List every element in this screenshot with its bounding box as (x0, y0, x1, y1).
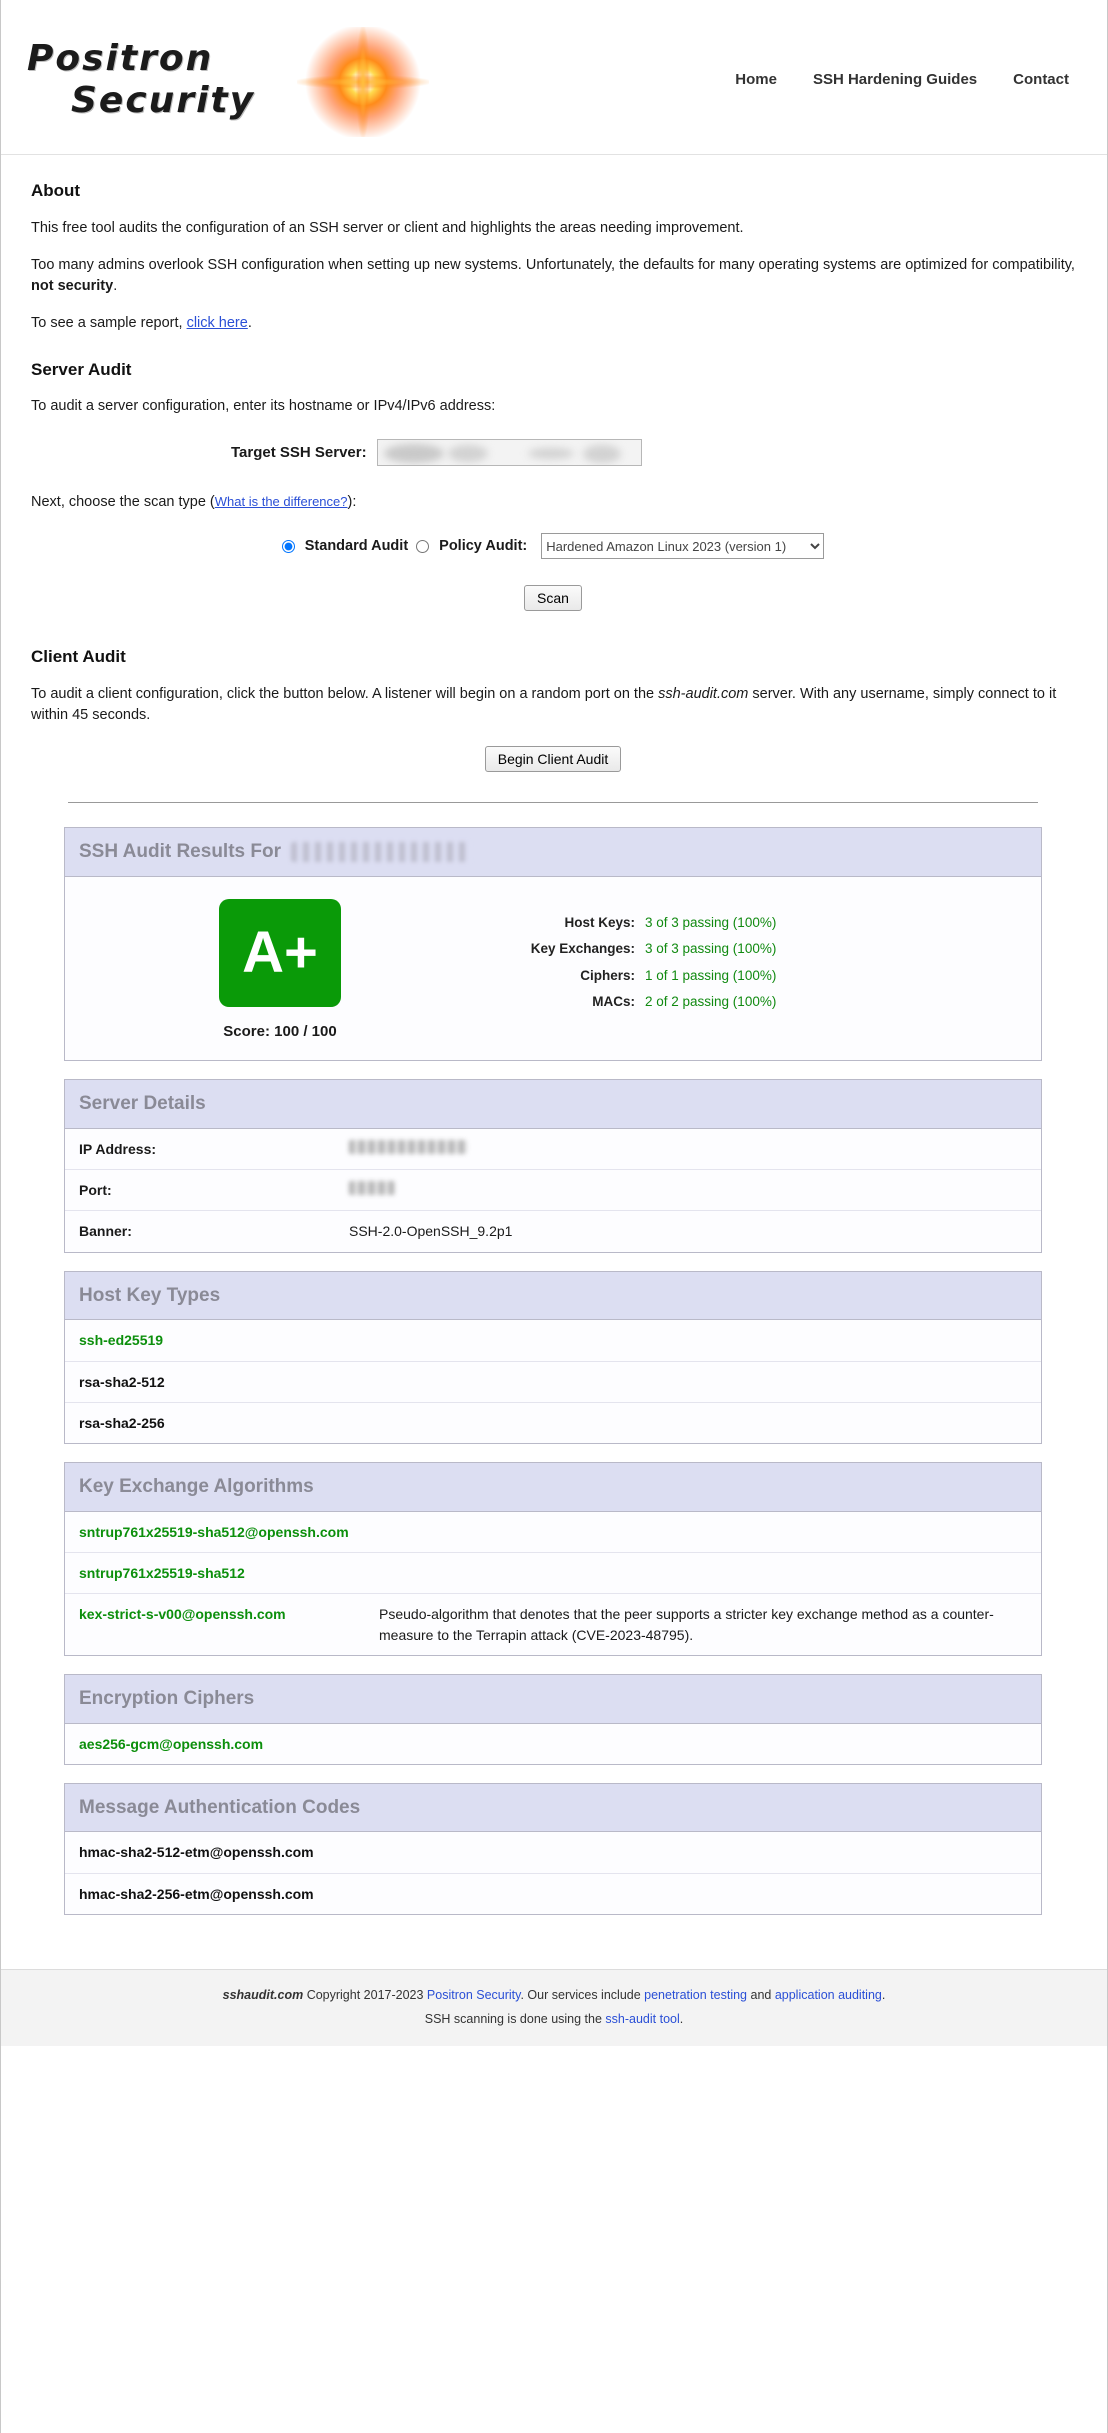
table-row (65, 1211, 1041, 1252)
nav-item-contact[interactable]: Contact (1013, 70, 1069, 88)
server-details-table (65, 1129, 1041, 1252)
table-row (65, 1832, 1041, 1873)
kex-note (365, 1553, 1041, 1594)
stat-row (495, 966, 1041, 986)
about-paragraph-1: This free tool audits the configuration of an SSH server or client and highlights the areas needing improvement. (31, 219, 744, 236)
server-details-panel (64, 1079, 1042, 1252)
about-p2-text-b: . (113, 277, 118, 294)
target-server-input[interactable] (377, 439, 642, 466)
score-body (65, 877, 1041, 1061)
detail-value-banner: SSH-2.0-OpenSSH_9.2p1 (335, 1211, 1041, 1252)
ip-redacted (349, 1140, 467, 1154)
footer-and-text: and (747, 1987, 775, 2002)
main-nav (735, 71, 1075, 88)
logo-line-2: Security (71, 80, 256, 121)
table-row (65, 1129, 1041, 1170)
client-audit-text-a: To audit a client configuration, click the button below. A listener will begin on a random port on the (31, 686, 659, 703)
kex-name: sntrup761x25519-sha512@openssh.com (79, 1523, 349, 1540)
mac-name: hmac-sha2-256-etm@openssh.com (65, 1873, 1041, 1914)
host-key-name: rsa-sha2-512 (65, 1361, 1041, 1402)
table-row (65, 1320, 1041, 1361)
begin-client-audit-button[interactable]: Begin Client Audit (485, 746, 622, 772)
table-row (65, 1170, 1041, 1211)
stat-row (495, 913, 1041, 933)
host-key-types-header: Host Key Types (65, 1272, 1041, 1321)
server-audit-intro: To audit a server configuration, enter its hostname or IPv4/IPv6 address: (31, 398, 496, 415)
host-key-name: ssh-ed25519 (79, 1332, 164, 1349)
results-title: SSH Audit Results For (79, 841, 281, 863)
kex-note: Pseudo-algorithm that denotes that the peer supports a stricter key exchange method as a counter-measure to the Terrapin attack (CVE-2023-48795). (365, 1594, 1041, 1655)
key-exchange-table (65, 1512, 1041, 1655)
footer-line-1 (11, 1988, 1097, 2002)
policy-audit-radio[interactable] (416, 540, 429, 553)
client-audit-button-row (31, 746, 1075, 772)
table-row (65, 1512, 1041, 1553)
logo-text (27, 39, 255, 121)
footer-line2-text-a: SSH scanning is done using the (424, 2011, 606, 2026)
stat-label-key-exchanges: Key Exchanges: (530, 941, 635, 957)
about-p3-text-a: To see a sample report, (31, 314, 187, 331)
about-heading: About (31, 181, 81, 200)
stat-row (495, 939, 1041, 959)
footer-end-text: . (881, 1987, 886, 2002)
footer-line-2 (11, 2012, 1097, 2026)
detail-value-port (335, 1170, 1041, 1211)
table-row (65, 1553, 1041, 1594)
stat-value-host-keys: 3 of 3 passing (100%) (645, 914, 777, 930)
starburst-icon (298, 27, 428, 137)
kex-note (365, 1512, 1041, 1553)
table-row (65, 1402, 1041, 1443)
nav-item-home[interactable]: Home (735, 70, 777, 88)
stat-value-macs: 2 of 2 passing (100%) (645, 994, 777, 1010)
detail-key-ip: IP Address: (79, 1140, 157, 1157)
logo-line-1: Positron (27, 38, 214, 79)
detail-key-port: Port: (65, 1170, 335, 1211)
mac-name: hmac-sha2-512-etm@openssh.com (79, 1844, 314, 1861)
detail-key-banner: Banner: (65, 1211, 335, 1252)
macs-panel (64, 1783, 1042, 1915)
key-exchange-panel (64, 1462, 1042, 1656)
footer-pentest-link[interactable]: penetration testing (644, 1987, 748, 2002)
about-p3-text-b: . (247, 314, 252, 331)
footer-ssh-audit-tool-link[interactable]: ssh-audit tool (605, 2011, 680, 2026)
stat-value-ciphers: 1 of 1 passing (100%) (645, 967, 777, 983)
section-divider (68, 802, 1038, 803)
score-left (65, 899, 495, 1043)
client-audit-text (31, 684, 1075, 726)
stat-label-ciphers: Ciphers: (580, 967, 635, 983)
policy-audit-label[interactable]: Policy Audit: (439, 537, 528, 554)
cipher-name: aes256-gcm@openssh.com (79, 1735, 264, 1752)
policy-select[interactable] (541, 533, 824, 559)
scan-type-row (31, 533, 1075, 559)
scan-type-intro (31, 492, 1075, 513)
main-content (1, 155, 1107, 1943)
footer-company-link[interactable]: Positron Security (426, 1987, 521, 2002)
macs-table (65, 1832, 1041, 1914)
server-audit-heading: Server Audit (31, 359, 132, 379)
stat-value-key-exchanges: 3 of 3 passing (100%) (645, 941, 777, 957)
client-audit-heading: Client Audit (31, 647, 126, 667)
score-text: Score: 100 / 100 (223, 1022, 337, 1040)
score-stats (495, 899, 1041, 1019)
table-row (65, 1361, 1041, 1402)
nav-item-ssh-hardening-guides[interactable]: SSH Hardening Guides (812, 70, 978, 88)
macs-header: Message Authentication Codes (65, 1784, 1041, 1833)
host-key-types-panel (64, 1271, 1042, 1444)
results-panel-header (65, 828, 1041, 877)
site-logo[interactable] (23, 19, 423, 139)
footer-line2-text-b: . (679, 2011, 684, 2026)
stat-row (495, 992, 1041, 1012)
client-audit-text-b: server. With any username, simply connect to it within 45 seconds. (31, 686, 1057, 724)
scan-button-row (31, 585, 1075, 611)
detail-value-ip (335, 1129, 1041, 1170)
site-header (1, 0, 1107, 155)
target-server-field-row (31, 439, 1075, 466)
host-key-name: rsa-sha2-256 (65, 1402, 1041, 1443)
about-p2-bold: not security (31, 277, 114, 294)
standard-audit-radio[interactable] (282, 540, 295, 553)
host-key-types-table (65, 1320, 1041, 1443)
standard-audit-label[interactable]: Standard Audit (304, 537, 409, 554)
key-exchange-header: Key Exchange Algorithms (65, 1463, 1041, 1512)
scan-type-text-b: ): (347, 494, 357, 511)
ciphers-header: Encryption Ciphers (65, 1675, 1041, 1724)
table-row (65, 1594, 1041, 1655)
table-row (65, 1873, 1041, 1914)
site-footer (1, 1969, 1107, 2046)
grade-badge: A+ (219, 899, 341, 1007)
client-audit-server-name: ssh-audit.com (658, 686, 749, 703)
ciphers-panel (64, 1674, 1042, 1765)
about-paragraph-2 (31, 255, 1075, 297)
ciphers-table (65, 1724, 1041, 1764)
footer-copyright: Copyright 2017-2023 (303, 1987, 427, 2002)
port-redacted (349, 1181, 395, 1195)
stat-label-macs: MACs: (592, 994, 635, 1010)
kex-name: sntrup761x25519-sha512 (65, 1553, 365, 1594)
server-details-header: Server Details (65, 1080, 1041, 1129)
scan-button[interactable]: Scan (524, 585, 582, 611)
sample-report-link[interactable]: click here (186, 314, 248, 331)
about-paragraph-3 (31, 313, 1075, 334)
table-row (65, 1724, 1041, 1764)
results-panel (64, 827, 1042, 1061)
footer-site-name: sshaudit.com (222, 1987, 304, 2002)
footer-appaudit-link[interactable]: application auditing (774, 1987, 882, 2002)
scan-difference-link[interactable]: What is the difference? (214, 494, 348, 510)
about-p2-text-a: Too many admins overlook SSH configuration when setting up new systems. Unfortunately, the defaults for many operating systems are optimized for compatibility, (31, 256, 1075, 273)
footer-mid-text: . Our services include (520, 1987, 645, 2002)
target-server-label: Target SSH Server: (231, 443, 367, 461)
kex-name: kex-strict-s-v00@openssh.com (65, 1594, 365, 1655)
stat-label-host-keys: Host Keys: (564, 914, 635, 930)
results-host-redacted (291, 842, 471, 862)
scan-type-text-a: Next, choose the scan type ( (31, 494, 215, 511)
